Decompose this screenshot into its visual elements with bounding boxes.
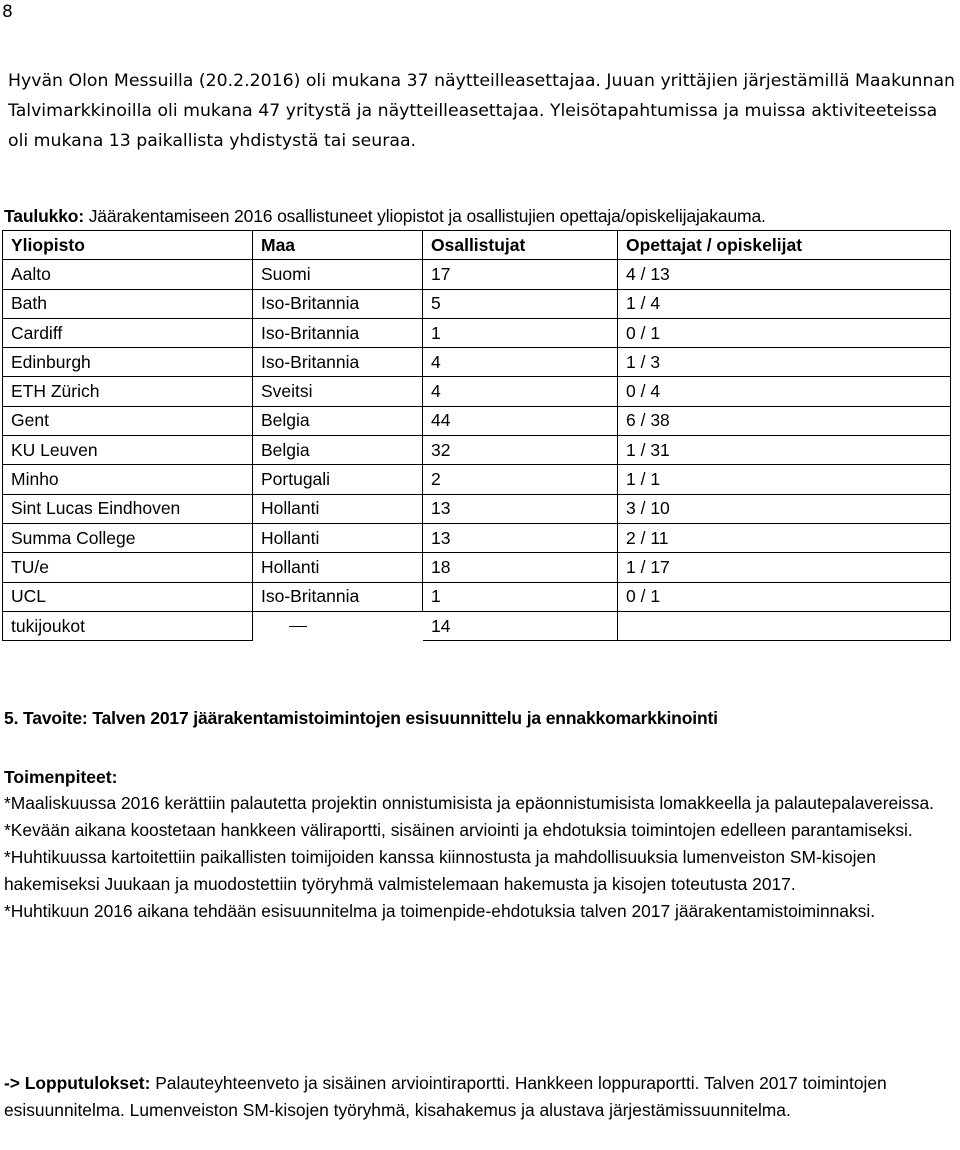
cell-country: Belgia bbox=[253, 406, 423, 435]
cell-participants: 13 bbox=[423, 494, 618, 523]
cell-university: UCL bbox=[3, 582, 253, 611]
cell-ratio: 1 / 4 bbox=[618, 289, 951, 318]
cell-country: Iso-Britannia bbox=[253, 289, 423, 318]
intro-paragraph: Hyvän Olon Messuilla (20.2.2016) oli mukana 37 näytteilleasettajaa. Juuan yrittäjien järjestämillä Maakunnan Talvimarkkinoilla oli mukana 47 yritystä ja näytteilleasettajaa. Yleisötapahtumissa ja muissa aktiviteeteissa oli mukana 13 paikallista yhdistystä tai seuraa. bbox=[8, 71, 955, 151]
cell-country-empty bbox=[253, 611, 423, 640]
table-row bbox=[3, 465, 951, 494]
cell-ratio-empty bbox=[618, 611, 951, 640]
cell-ratio: 0 / 1 bbox=[618, 318, 951, 347]
header-opettajat-opiskelijat: Opettajat / opiskelijat bbox=[618, 231, 951, 260]
cell-country: Belgia bbox=[253, 436, 423, 465]
cell-participants: 13 bbox=[423, 523, 618, 552]
cell-participants: 17 bbox=[423, 260, 618, 289]
table-row bbox=[3, 553, 951, 582]
results-text: Palauteyhteenveto ja sisäinen arviointiraportti. Hankkeen loppuraportti. Talven 2017 toimintojen esisuunnitelma. Lumenveiston SM-kisojen työryhmä, kisahakemus ja alustava järjestämissuunnitelma. bbox=[4, 1073, 887, 1120]
cell-university: ETH Zürich bbox=[3, 377, 253, 406]
cell-ratio: 0 / 1 bbox=[618, 582, 951, 611]
cell-participants: 5 bbox=[423, 289, 618, 318]
cell-participants: 32 bbox=[423, 436, 618, 465]
cell-ratio: 1 / 17 bbox=[618, 553, 951, 582]
cell-ratio: 3 / 10 bbox=[618, 494, 951, 523]
cell-ratio: 1 / 31 bbox=[618, 436, 951, 465]
cell-country: Hollanti bbox=[253, 553, 423, 582]
cell-country: Iso-Britannia bbox=[253, 348, 423, 377]
cell-ratio: 4 / 13 bbox=[618, 260, 951, 289]
table-row bbox=[3, 260, 951, 289]
table-row bbox=[3, 318, 951, 347]
results-label: -> Lopputulokset: bbox=[4, 1073, 151, 1093]
action-item: *Kevään aikana koostetaan hankkeen väliraportti, sisäinen arviointi ja ehdotuksia toimintojen edelleen parantamiseksi. bbox=[4, 820, 913, 840]
cell-ratio: 6 / 38 bbox=[618, 406, 951, 435]
header-yliopisto: Yliopisto bbox=[3, 231, 253, 260]
cell-participants: 1 bbox=[423, 582, 618, 611]
action-item: *Huhtikuussa kartoitettiin paikallisten toimijoiden kanssa kiinnostusta ja mahdollisuuksia lumenveiston SM-kisojen hakemiseksi Juukaan ja muodostettiin työryhmä valmistelemaan hakemusta ja kisojen toteutusta 2017. bbox=[4, 847, 876, 894]
cell-country: Iso-Britannia bbox=[253, 318, 423, 347]
cell-university: Summa College bbox=[3, 523, 253, 552]
cell-university: Cardiff bbox=[3, 318, 253, 347]
cell-country: Hollanti bbox=[253, 523, 423, 552]
table-row bbox=[3, 348, 951, 377]
caption-label: Taulukko: bbox=[4, 206, 84, 226]
cell-university: Minho bbox=[3, 465, 253, 494]
actions-title: Toimenpiteet: bbox=[4, 767, 118, 787]
cell-participants: 44 bbox=[423, 406, 618, 435]
table-row bbox=[3, 611, 951, 640]
header-maa: Maa bbox=[253, 231, 423, 260]
cell-country: Suomi bbox=[253, 260, 423, 289]
header-osallistujat: Osallistujat bbox=[423, 231, 618, 260]
caption-text: Jäärakentamiseen 2016 osallistuneet yliopistot ja osallistujien opettaja/opiskelijajakauma. bbox=[84, 206, 766, 226]
table-row bbox=[3, 436, 951, 465]
cell-participants: 4 bbox=[423, 377, 618, 406]
cell-university: Bath bbox=[3, 289, 253, 318]
cell-participants: 2 bbox=[423, 465, 618, 494]
table-row bbox=[3, 406, 951, 435]
cell-country: Sveitsi bbox=[253, 377, 423, 406]
results-paragraph bbox=[4, 1070, 959, 1124]
actions-list bbox=[4, 790, 959, 925]
table-row bbox=[3, 494, 951, 523]
section-title: 5. Tavoite: Talven 2017 jäärakentamistoimintojen esisuunnittelu ja ennakkomarkkinointi bbox=[4, 708, 718, 728]
table-header-row bbox=[3, 231, 951, 260]
cell-ratio: 1 / 1 bbox=[618, 465, 951, 494]
action-item: *Huhtikuun 2016 aikana tehdään esisuunnitelma ja toimenpide-ehdotuksia talven 2017 jäärakentamistoiminnaksi. bbox=[4, 901, 876, 921]
table-row bbox=[3, 377, 951, 406]
page-number: 8 bbox=[2, 2, 13, 22]
cell-university: tukijoukot bbox=[3, 611, 253, 640]
cell-university: Gent bbox=[3, 406, 253, 435]
table-row bbox=[3, 523, 951, 552]
cell-university: TU/e bbox=[3, 553, 253, 582]
cell-participants: 1 bbox=[423, 318, 618, 347]
cell-ratio: 1 / 3 bbox=[618, 348, 951, 377]
cell-country: Hollanti bbox=[253, 494, 423, 523]
university-table bbox=[2, 230, 951, 641]
cell-university: Aalto bbox=[3, 260, 253, 289]
cell-participants: 14 bbox=[423, 611, 618, 640]
cell-university: Sint Lucas Eindhoven bbox=[3, 494, 253, 523]
table-row bbox=[3, 289, 951, 318]
cell-country: Portugali bbox=[253, 465, 423, 494]
action-item: *Maaliskuussa 2016 kerättiin palautetta projektin onnistumisista ja epäonnistumisista lomakkeella ja palautepalavereissa. bbox=[4, 793, 934, 813]
cell-ratio: 2 / 11 bbox=[618, 523, 951, 552]
table-caption bbox=[4, 206, 766, 227]
cell-ratio: 0 / 4 bbox=[618, 377, 951, 406]
cell-university: KU Leuven bbox=[3, 436, 253, 465]
cell-participants: 4 bbox=[423, 348, 618, 377]
dash-icon bbox=[289, 626, 307, 627]
cell-country: Iso-Britannia bbox=[253, 582, 423, 611]
cell-university: Edinburgh bbox=[3, 348, 253, 377]
cell-participants: 18 bbox=[423, 553, 618, 582]
table-row bbox=[3, 582, 951, 611]
